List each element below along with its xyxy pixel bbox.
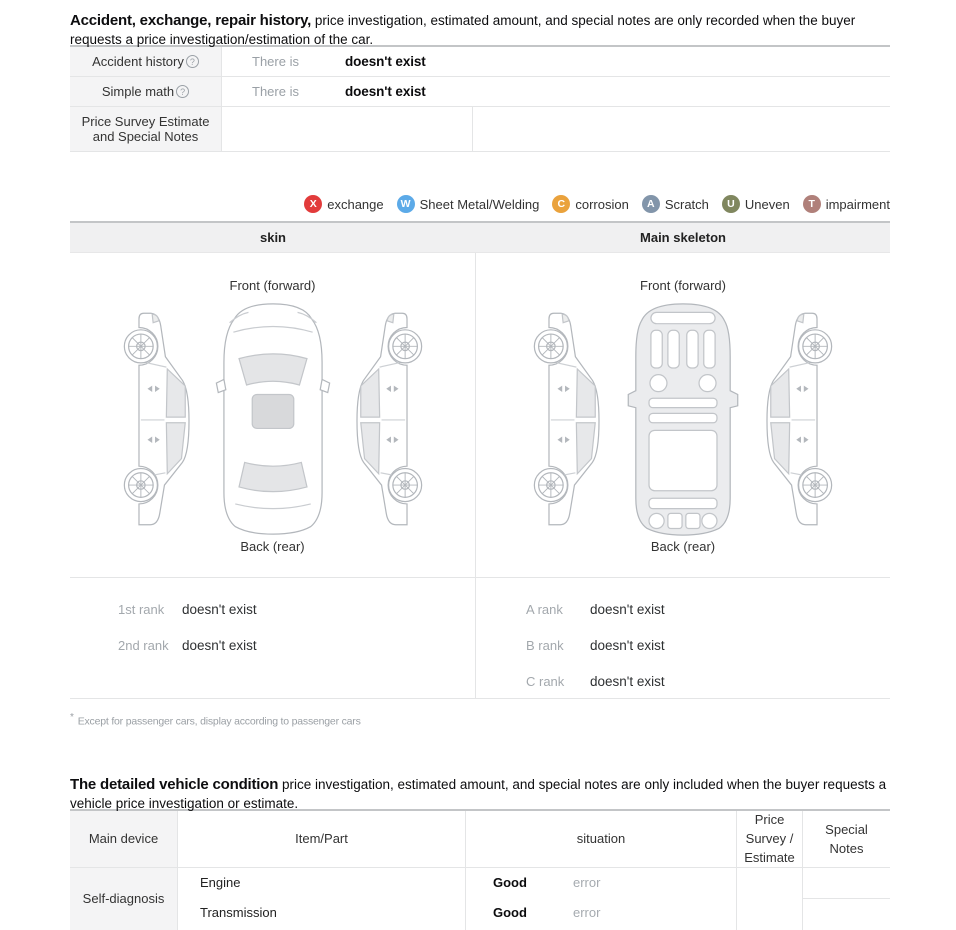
rank-value: doesn't exist (182, 601, 257, 617)
main-device-column (70, 811, 178, 930)
diagram-header-bar (70, 223, 890, 253)
rank-row (476, 591, 890, 627)
exchange-icon: X (304, 195, 322, 213)
accident-history-table (70, 45, 890, 152)
rank-label: B rank (526, 637, 564, 653)
situation-row (466, 898, 736, 928)
legend-label: Sheet Metal/Welding (419, 196, 540, 212)
accident-history-description: price investigation, estimated amount, and special notes are only recorded when the buyer requests a price investigation/estimation of the car. (70, 13, 856, 47)
legend-label: corrosion (575, 196, 629, 212)
rank-row (70, 627, 475, 663)
main-skeleton-header: Main skeleton (640, 230, 726, 245)
skeleton-diagram-area (476, 253, 890, 577)
car-skeleton-diagram (532, 301, 834, 537)
diagram-panels (70, 253, 890, 698)
situation-cells (466, 868, 736, 930)
accident-history-label-cell (70, 47, 222, 76)
legend-item (803, 195, 890, 213)
impairment-icon: T (803, 195, 821, 213)
skeleton-ranks (476, 577, 890, 698)
skin-ranks (70, 577, 475, 698)
rank-row (476, 663, 890, 699)
side-view-right (356, 313, 421, 524)
price-survey-value-cell (222, 107, 890, 151)
help-icon[interactable]: ? (176, 85, 189, 98)
side-view-left (534, 313, 599, 524)
special-note-cell (803, 899, 890, 930)
footnote-marker: * (70, 712, 74, 723)
table-row (70, 77, 890, 107)
back-label: Back (rear) (240, 539, 305, 554)
side-view-left (124, 313, 189, 524)
situation-header: situation (466, 811, 736, 868)
rank-row (476, 627, 890, 663)
body-diagram-section (70, 221, 890, 699)
scratch-icon: A (642, 195, 660, 213)
legend-item (304, 195, 383, 213)
item-part-column (178, 811, 466, 930)
detailed-condition-intro (70, 775, 890, 813)
price-survey-header: Price Survey / Estimate (737, 811, 802, 868)
row-label: Simple math (101, 84, 175, 99)
situation-row (466, 868, 736, 898)
selected-value: doesn't exist (345, 84, 426, 99)
option-there-is: There is (252, 84, 299, 99)
item-name: Engine (200, 875, 241, 890)
price-survey-cell (737, 868, 802, 930)
footnote-text: Except for passenger cars, display according to passenger cars (77, 715, 361, 728)
status-error-option: error (573, 875, 601, 890)
item-name: Transmission (200, 905, 277, 920)
side-view-right (767, 313, 832, 524)
legend-label: exchange (327, 196, 384, 212)
footnote (70, 712, 890, 728)
rank-label: 1st rank (118, 601, 165, 617)
special-notes-header: Special Notes (803, 811, 890, 868)
corrosion-icon: C (552, 195, 570, 213)
uneven-icon: U (722, 195, 740, 213)
legend-label: impairment (825, 196, 890, 212)
device-cell: Self-diagnosis (70, 868, 177, 930)
legend-label: Scratch (664, 196, 709, 212)
car-skin-diagram (122, 301, 424, 537)
legend-item (642, 195, 709, 213)
simple-math-label-cell (70, 77, 222, 106)
back-label: Back (rear) (650, 539, 716, 554)
condition-table (70, 809, 890, 930)
item-part-header: Item/Part (178, 811, 465, 868)
accident-history-intro (70, 11, 890, 49)
rank-value: doesn't exist (590, 673, 665, 689)
rank-label: 2nd rank (118, 637, 169, 653)
skin-header: skin (259, 230, 286, 245)
row-label: Accident history (92, 54, 184, 69)
main-device-header: Main device (70, 811, 177, 868)
front-label: Front (forward) (229, 278, 316, 293)
sheet-metal-welding-icon: W (397, 195, 415, 213)
simple-math-value-cell (222, 77, 890, 106)
table-row (70, 107, 890, 151)
skin-diagram-area (70, 253, 475, 577)
damage-legend (70, 194, 890, 214)
rank-row (70, 591, 475, 627)
rank-label: A rank (526, 601, 563, 617)
top-view-skeleton (628, 304, 737, 535)
special-notes-column (803, 811, 890, 930)
rank-label: C rank (526, 673, 565, 689)
detailed-condition-description: price investigation, estimated amount, and special notes are only included when the buyer requests a vehicle price investigation or estimate. (70, 776, 887, 811)
front-label: Front (forward) (640, 278, 726, 293)
accident-history-value-cell (222, 47, 890, 76)
price-survey-subcell (222, 107, 473, 151)
status-error-option: error (573, 905, 601, 920)
legend-item (722, 195, 790, 213)
table-row (70, 47, 890, 77)
special-note-cell (803, 868, 890, 899)
legend-label: Uneven (744, 196, 790, 212)
situation-column (466, 811, 737, 930)
price-survey-label-cell (70, 107, 222, 151)
legend-item (397, 195, 540, 213)
row-label: Price Survey Estimate and Special Notes (81, 114, 210, 144)
rank-value: doesn't exist (590, 601, 665, 617)
item-cells (178, 868, 465, 930)
top-view-skin (216, 304, 329, 534)
option-there-is: There is (252, 54, 299, 69)
special-notes-cells (803, 868, 890, 930)
legend-item (552, 195, 628, 213)
price-survey-column (737, 811, 803, 930)
selected-value: doesn't exist (345, 54, 426, 69)
detailed-condition-title: The detailed vehicle condition (70, 775, 279, 793)
status-good: Good (493, 875, 527, 890)
accident-history-title: Accident, exchange, repair history, (70, 12, 312, 29)
skin-panel (70, 253, 476, 698)
status-good: Good (493, 905, 527, 920)
rank-value: doesn't exist (590, 637, 665, 653)
rank-value: doesn't exist (182, 637, 257, 653)
main-skeleton-panel (476, 253, 890, 698)
help-icon[interactable]: ? (186, 55, 199, 68)
